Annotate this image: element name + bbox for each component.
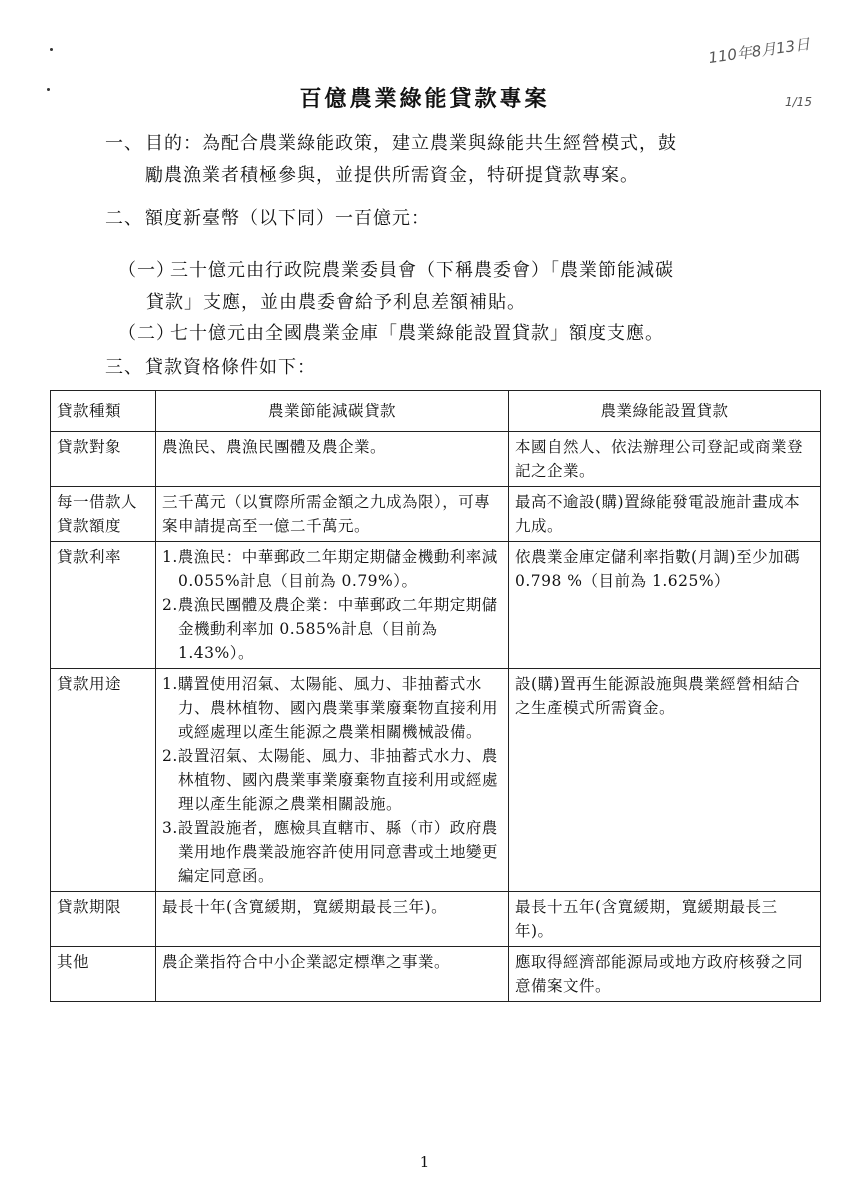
cell-green-energy-loan <box>509 892 821 947</box>
cell-text: 應取得經濟部能源局或地方政府核發之同意備案文件。 <box>515 953 804 995</box>
row-label: 其他 <box>51 947 156 1002</box>
section-text: 三十億元由行政院農業委員會（下稱農委會）「農業節能減碳 <box>170 260 674 281</box>
section-text: 貸款資格條件如下： <box>145 357 316 378</box>
section-purpose <box>105 128 805 192</box>
section-number: 一、 <box>105 133 143 154</box>
cell-green-energy-loan <box>509 432 821 487</box>
subsection-one <box>118 255 808 319</box>
list-item: 3.設置設施者，應檢具直轄市、縣（市）政府農業用地作農業設施容許使用同意書或土地變更編定同意函。 <box>162 819 499 885</box>
table-row <box>51 892 821 947</box>
cell-energy-saving-loan <box>156 892 509 947</box>
row-label: 每一借款人貸款額度 <box>51 487 156 542</box>
subsection-two <box>118 318 808 350</box>
section-number: 二、 <box>105 208 143 229</box>
loan-conditions-table <box>50 390 821 1002</box>
table-row <box>51 542 821 669</box>
section-text: 七十億元由全國農業金庫「農業綠能設置貸款」額度支應。 <box>170 323 664 344</box>
section-text-cont: 勵農漁業者積極參與，並提供所需資金，特研提貸款專案。 <box>145 165 639 186</box>
table-row <box>51 947 821 1002</box>
cell-text: 本國自然人、依法辦理公司登記或商業登記之企業。 <box>515 438 804 480</box>
cell-text: 最長十年(含寬緩期，寬緩期最長三年)。 <box>162 898 448 916</box>
cell-green-energy-loan <box>509 669 821 892</box>
section-number: 三、 <box>105 357 143 378</box>
table-row <box>51 669 821 892</box>
row-label: 貸款用途 <box>51 669 156 892</box>
section-text: 目的：為配合農業綠能政策，建立農業與綠能共生經營模式，鼓 <box>145 133 677 154</box>
cell-text: 三千萬元（以實際所需金額之九成為限），可專案申請提高至一億二千萬元。 <box>162 493 491 535</box>
document-title: 百億農業綠能貸款專案 <box>299 86 550 112</box>
page-number: 1 <box>419 1153 430 1171</box>
list-item: 1.購置使用沼氣、太陽能、風力、非抽蓄式水力、農林植物、國內農業事業廢棄物直接利用或經處理以產生能源之農業相關機械設備。 <box>162 675 499 741</box>
table-row <box>51 432 821 487</box>
cell-energy-saving-loan <box>156 542 509 669</box>
cell-energy-saving-loan <box>156 947 509 1002</box>
header-loan-type: 貸款種類 <box>51 391 156 432</box>
list-item: 2.農漁民團體及農企業：中華郵政二年期定期儲金機動利率加 0.585%計息（目前為 1.43%）。 <box>162 596 498 662</box>
cell-green-energy-loan <box>509 487 821 542</box>
cell-text: 農企業指符合中小企業認定標準之事業。 <box>162 953 451 971</box>
scan-speck <box>50 48 53 51</box>
section-text: 額度新臺幣（以下同）一百億元： <box>145 208 430 229</box>
section-text-cont: 貸款」支應，並由農委會給予利息差額補貼。 <box>146 292 526 313</box>
cell-text: 設(購)置再生能源設施與農業經營相結合之生產模式所需資金。 <box>515 675 801 717</box>
cell-text: 最高不逾設(購)置綠能發電設施計畫成本九成。 <box>515 493 801 535</box>
handwritten-mark: 1/15 <box>785 95 812 109</box>
row-label: 貸款對象 <box>51 432 156 487</box>
cell-energy-saving-loan <box>156 432 509 487</box>
table-header-row <box>51 391 821 432</box>
cell-text: 依農業金庫定儲利率指數(月調)至少加碼 0.798 %（目前為 1.625%） <box>515 548 801 590</box>
cell-green-energy-loan <box>509 947 821 1002</box>
section-number: （一） <box>118 260 175 281</box>
section-amount <box>105 203 805 235</box>
header-green-energy-loan: 農業綠能設置貸款 <box>509 391 821 432</box>
row-label: 貸款期限 <box>51 892 156 947</box>
cell-text: 最長十五年(含寬緩期，寬緩期最長三年)。 <box>515 898 778 940</box>
handwritten-note: 110年8月13日 <box>707 34 812 68</box>
cell-green-energy-loan <box>509 542 821 669</box>
list-item: 2.設置沼氣、太陽能、風力、非抽蓄式水力、農林植物、國內農業事業廢棄物直接利用或經處理以產生能源之農業相關設施。 <box>162 747 499 813</box>
section-eligibility <box>105 352 805 384</box>
cell-text: 農漁民、農漁民團體及農企業。 <box>162 438 387 456</box>
row-label: 貸款利率 <box>51 542 156 669</box>
list-item: 1.農漁民：中華郵政二年期定期儲金機動利率減 0.055%計息（目前為 0.79%）。 <box>162 548 498 590</box>
table-row <box>51 487 821 542</box>
cell-energy-saving-loan <box>156 669 509 892</box>
cell-energy-saving-loan <box>156 487 509 542</box>
section-number: （二） <box>118 323 175 344</box>
header-energy-saving-loan: 農業節能減碳貸款 <box>156 391 509 432</box>
